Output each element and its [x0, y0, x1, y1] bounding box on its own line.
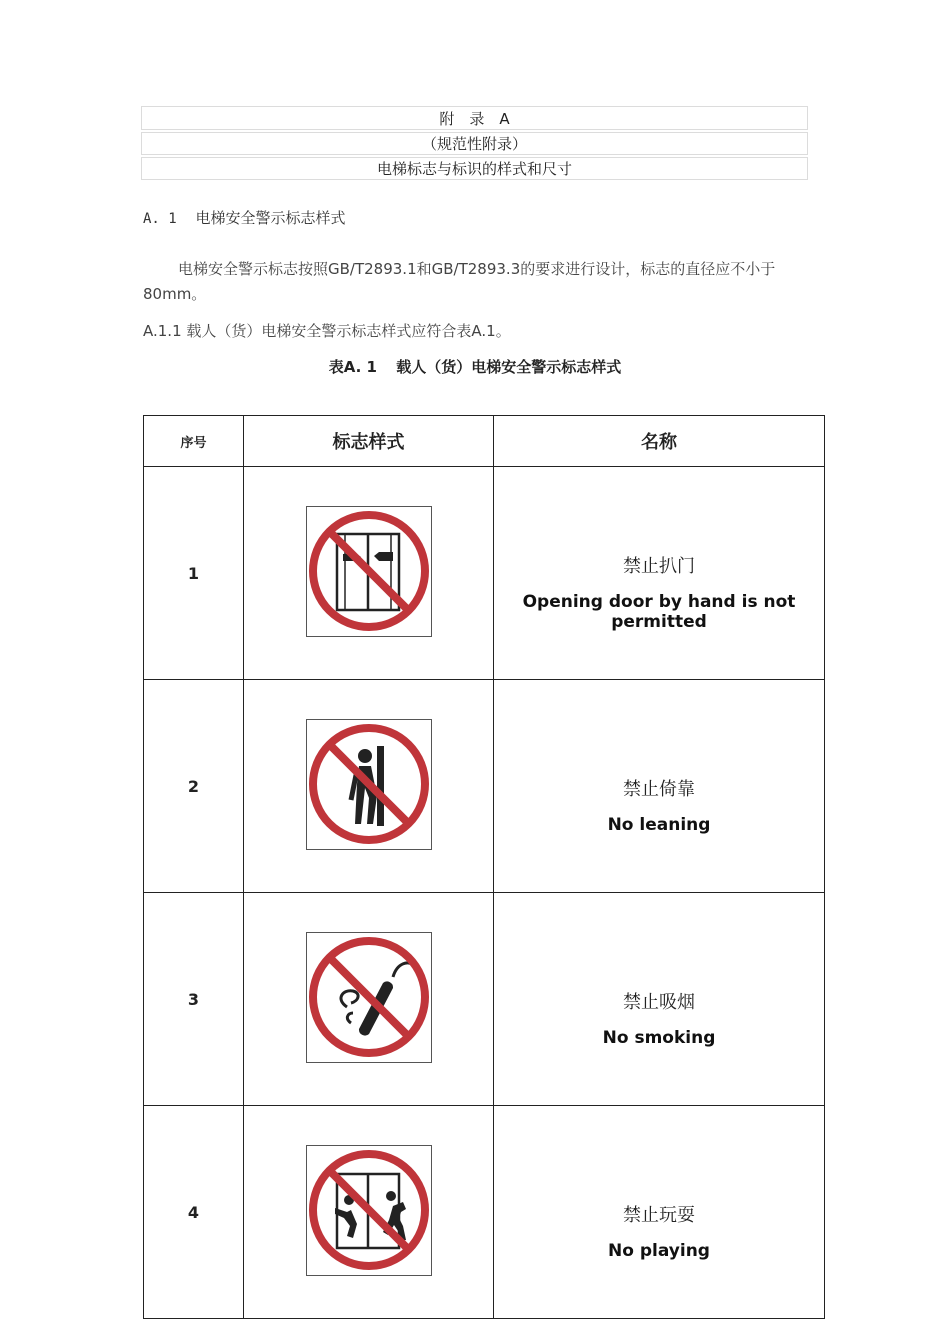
no-smoking-icon: [306, 932, 432, 1063]
no-prying-door-icon: [306, 506, 432, 637]
sign-name-en: Opening door by hand is not permitted: [522, 592, 796, 632]
table-caption-number: 表A. 1: [328, 358, 377, 376]
section-heading: [143, 207, 346, 228]
sign-cell: [244, 680, 494, 893]
header-no: 序号: [144, 416, 244, 467]
sign-cell: [244, 1106, 494, 1319]
no-playing-icon: [306, 1145, 432, 1276]
sign-name-en: No leaning: [607, 815, 711, 835]
sign-cell: [244, 467, 494, 680]
subclause-text: A.1.1 载人（货）电梯安全警示标志样式应符合表A.1。: [143, 322, 511, 340]
row-number: 3: [144, 893, 244, 1106]
sign-name-zh: 禁止吸烟: [623, 992, 695, 1013]
appendix-heading: 附 录 A: [141, 106, 808, 130]
table-row: [144, 680, 825, 893]
no-leaning-icon: [306, 719, 432, 850]
section-title: 电梯安全警示标志样式: [195, 209, 346, 227]
table-header-row: [144, 416, 825, 467]
body-paragraph: 电梯安全警示标志按照GB/T2893.1和GB/T2893.3的要求进行设计，标志的直径应不小于80mm。: [143, 260, 776, 303]
row-number: 2: [144, 680, 244, 893]
table-row: [144, 467, 825, 680]
name-cell: [494, 680, 825, 893]
table-row: [144, 1106, 825, 1319]
sign-name-zh: 禁止倚靠: [623, 779, 695, 800]
header-sign: 标志样式: [244, 416, 494, 467]
appendix-title: 电梯标志与标识的样式和尺寸: [141, 157, 808, 180]
table-row: [144, 893, 825, 1106]
sign-cell: [244, 893, 494, 1106]
sign-table: [143, 415, 825, 1319]
name-cell: [494, 893, 825, 1106]
sign-name-zh: 禁止扒门: [623, 556, 695, 577]
name-cell: [494, 467, 825, 680]
name-cell: [494, 1106, 825, 1319]
table-caption-title: 载人（货）电梯安全警示标志样式: [396, 358, 622, 376]
sign-name-zh: 禁止玩耍: [623, 1205, 695, 1226]
table-caption: [0, 356, 950, 377]
row-number: 4: [144, 1106, 244, 1319]
appendix-nature: （规范性附录）: [141, 132, 808, 155]
sign-name-en: No playing: [608, 1241, 710, 1261]
section-number: A. 1: [143, 211, 177, 227]
row-number: 1: [144, 467, 244, 680]
header-name: 名称: [494, 416, 825, 467]
sign-name-en: No smoking: [602, 1028, 716, 1048]
